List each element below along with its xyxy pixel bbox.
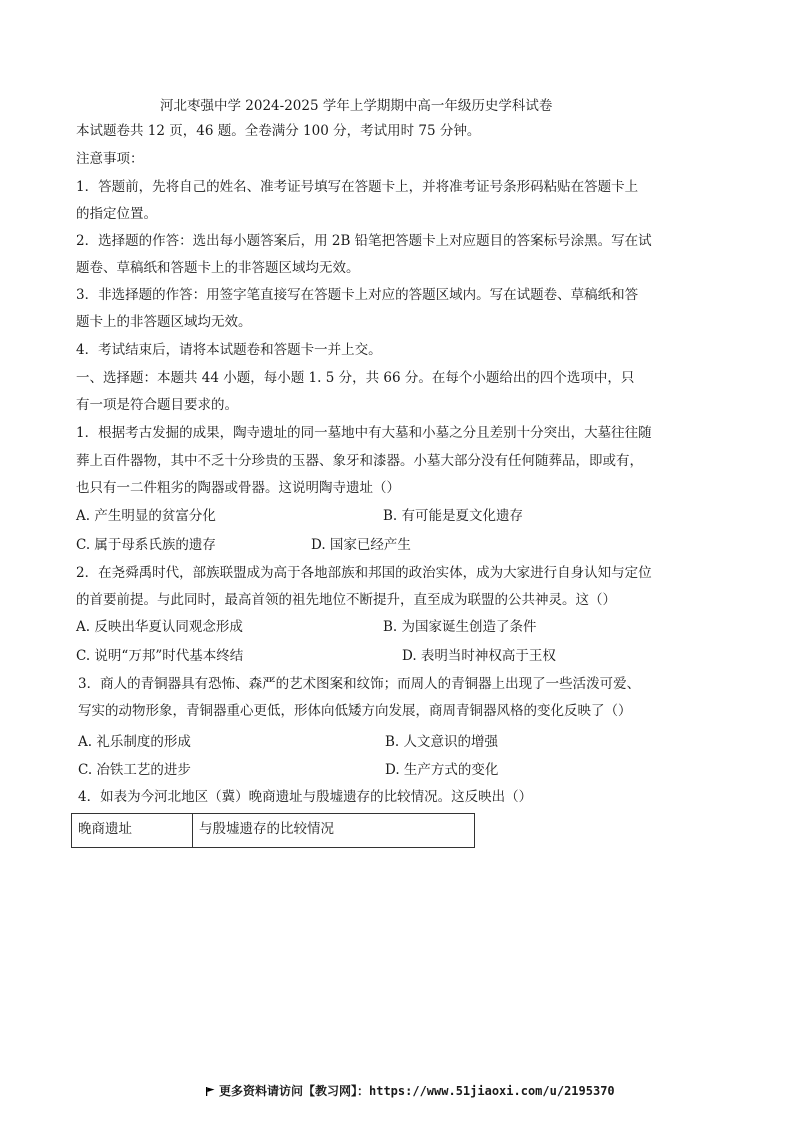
question-2-option-b: B. 为国家诞生创造了条件: [383, 619, 537, 635]
table-header-cell: 与殷墟遗存的比较情况: [193, 814, 475, 848]
question-4-text: 4．如表为今河北地区（冀）晚商遗址与殷墟遗存的比较情况。这反映出（）: [78, 789, 533, 805]
comparison-table: [71, 813, 475, 848]
flag-icon: [206, 1087, 215, 1096]
notice-line: 的指定位置。: [76, 206, 157, 222]
question-3-option-c: C. 冶铁工艺的进步: [78, 762, 191, 778]
notice-line: 1．答题前，先将自己的姓名、准考证号填写在答题卡上，并将准考证号条形码粘贴在答题卡上: [76, 179, 639, 195]
question-2-text: 的首要前提。与此同时，最高首领的祖先地位不断提升，直至成为联盟的公共神灵。这（）: [76, 592, 616, 608]
section-heading: 有一项是符合题目要求的。: [76, 397, 238, 413]
notice-line: 3．非选择题的作答：用签字笔直接写在答题卡上对应的答题区域内。写在试题卷、草稿纸和答: [76, 287, 639, 303]
notice-line: 2．选择题的作答：选出每小题答案后，用 2B 铅笔把答题卡上对应题目的答案标号涂黑。写在试: [76, 233, 652, 249]
notice-line: 题卷、草稿纸和答题卡上的非答题区域均无效。: [76, 260, 360, 276]
table-header-cell: 晚商遗址: [72, 814, 193, 848]
question-3-option-b: B. 人文意识的增强: [385, 734, 499, 750]
question-3-option-a: A. 礼乐制度的形成: [78, 734, 191, 750]
question-1-option-a: A. 产生明显的贫富分化: [76, 508, 216, 524]
section-heading: 一、选择题：本题共 44 小题，每小题 1. 5 分，共 66 分。在每个小题给出的四个选项中，只: [76, 370, 635, 386]
question-1-option-c: C. 属于母系氏族的遗存: [76, 537, 216, 553]
question-2-option-d: D. 表明当时神权高于王权: [402, 648, 556, 664]
question-1-option-b: B. 有可能是夏文化遗存: [383, 508, 524, 524]
question-1-option-d: D. 国家已经产生: [311, 537, 411, 553]
exam-title: 河北枣强中学 2024-2025 学年上学期期中高一年级历史学科试卷: [160, 98, 553, 114]
question-3-text: 写实的动物形象，青铜器重心更低，形体向低矮方向发展，商周青铜器风格的变化反映了（）: [78, 703, 632, 719]
question-2-text: 2．在尧舜禹时代，部族联盟成为高于各地部族和邦国的政治实体，成为大家进行自身认知与定位: [76, 565, 652, 581]
question-1-text: 也只有一二件粗劣的陶器或骨器。这说明陶寺遗址（）: [76, 480, 400, 496]
exam-intro: 本试题卷共 12 页，46 题。全卷满分 100 分，考试用时 75 分钟。: [76, 123, 481, 139]
footer-text: 更多资料请访问【教习网】：https://www.51jiaoxi.com/u/2195370: [219, 1084, 615, 1098]
question-1-text: 葬上百件器物，其中不乏十分珍贵的玉器、象牙和漆器。小墓大部分没有任何随葬品，即或有，: [76, 453, 643, 469]
notice-line: 题卡上的非答题区域均无效。: [76, 314, 252, 330]
question-3-option-d: D. 生产方式的变化: [385, 762, 499, 778]
footer-link[interactable]: [206, 1082, 615, 1099]
question-3-text: 3．商人的青铜器具有恐怖、森严的艺术图案和纹饰；而周人的青铜器上出现了一些活泼可爱、: [78, 676, 641, 692]
table-row: [72, 814, 475, 848]
question-2-option-a: A. 反映出华夏认同观念形成: [76, 619, 243, 635]
question-1-text: 1．根据考古发掘的成果，陶寺遗址的同一墓地中有大墓和小墓之分且差别十分突出，大墓往往随: [76, 425, 652, 441]
notice-title: 注意事项：: [76, 151, 144, 167]
question-2-option-c: C. 说明“万邦”时代基本终结: [76, 648, 244, 664]
notice-line: 4．考试结束后，请将本试题卷和答题卡一并上交。: [76, 342, 382, 358]
